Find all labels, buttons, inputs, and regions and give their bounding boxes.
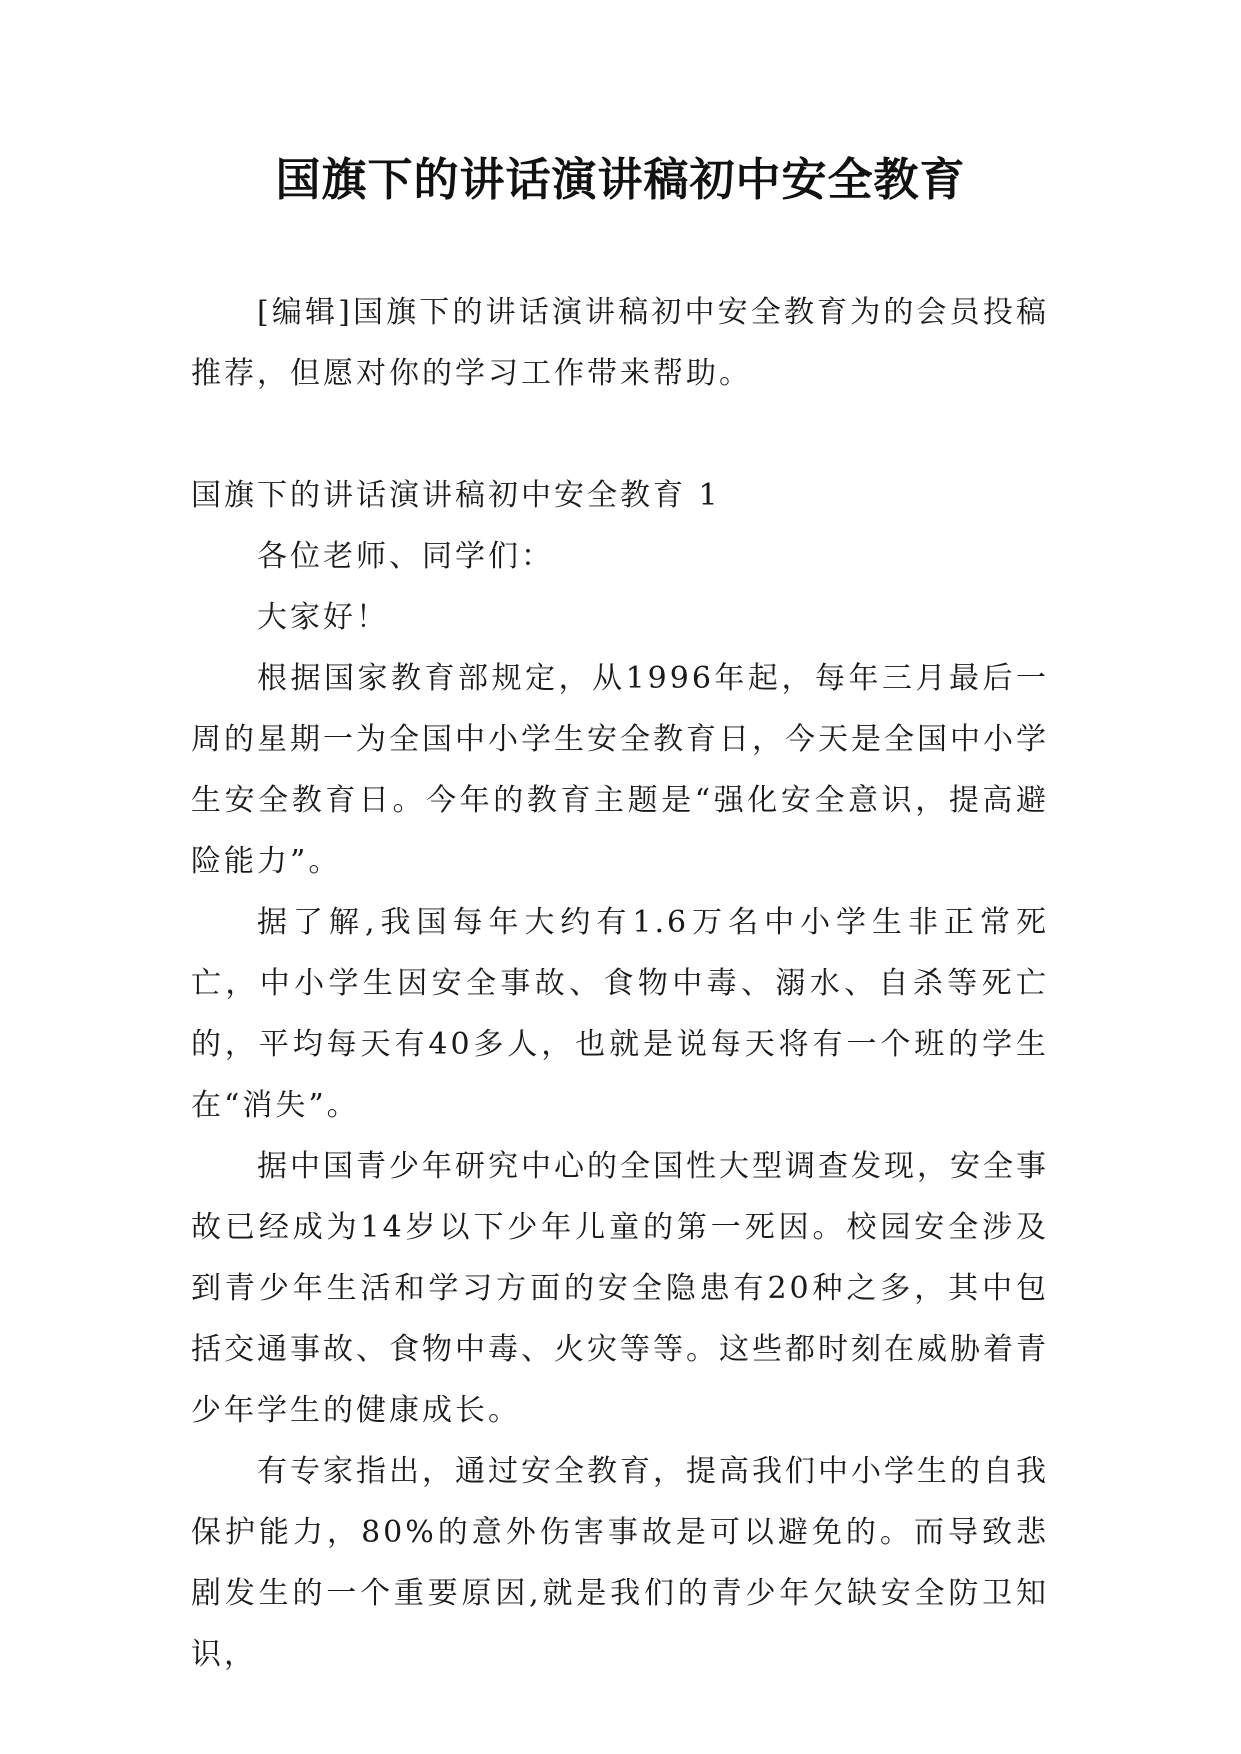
document-body	[191, 282, 1049, 1685]
body-paragraph: 据中国青少年研究中心的全国性大型调查发现，安全事故已经成为14岁以下少年儿童的第一死因。校园安全涉及到青少年生活和学习方面的安全隐患有20种之多，其中包括交通事故、食物中毒、火灾等等。这些都时刻在威胁着青少年学生的健康成长。	[191, 1149, 1049, 1428]
section-title: 国旗下的讲话演讲稿初中安全教育 1	[191, 478, 721, 513]
body-paragraph: 据了解,我国每年大约有1.6万名中小学生非正常死亡，中小学生因安全事故、食物中毒、溺水、自杀等死亡的，平均每天有40多人，也就是说每天将有一个班的学生在“消失”。	[191, 905, 1049, 1123]
document-title: 国旗下的讲话演讲稿初中安全教育	[275, 153, 966, 206]
intro-paragraph: [编辑]国旗下的讲话演讲稿初中安全教育为的会员投稿推荐，但愿对你的学习工作带来帮助。	[191, 295, 1049, 391]
salutation-paragraph: 各位老师、同学们：	[257, 539, 554, 574]
body-paragraph: 有专家指出，通过安全教育，提高我们中小学生的自我保护能力，80%的意外伤害事故是可以避免的。而导致悲剧发生的一个重要原因,就是我们的青少年欠缺安全防卫知识，	[191, 1454, 1049, 1672]
greeting-paragraph: 大家好！	[257, 600, 389, 635]
body-paragraph: 根据国家教育部规定，从1996年起，每年三月最后一周的星期一为全国中小学生安全教育日，今天是全国中小学生安全教育日。今年的教育主题是“强化安全意识，提高避险能力”。	[191, 661, 1049, 879]
